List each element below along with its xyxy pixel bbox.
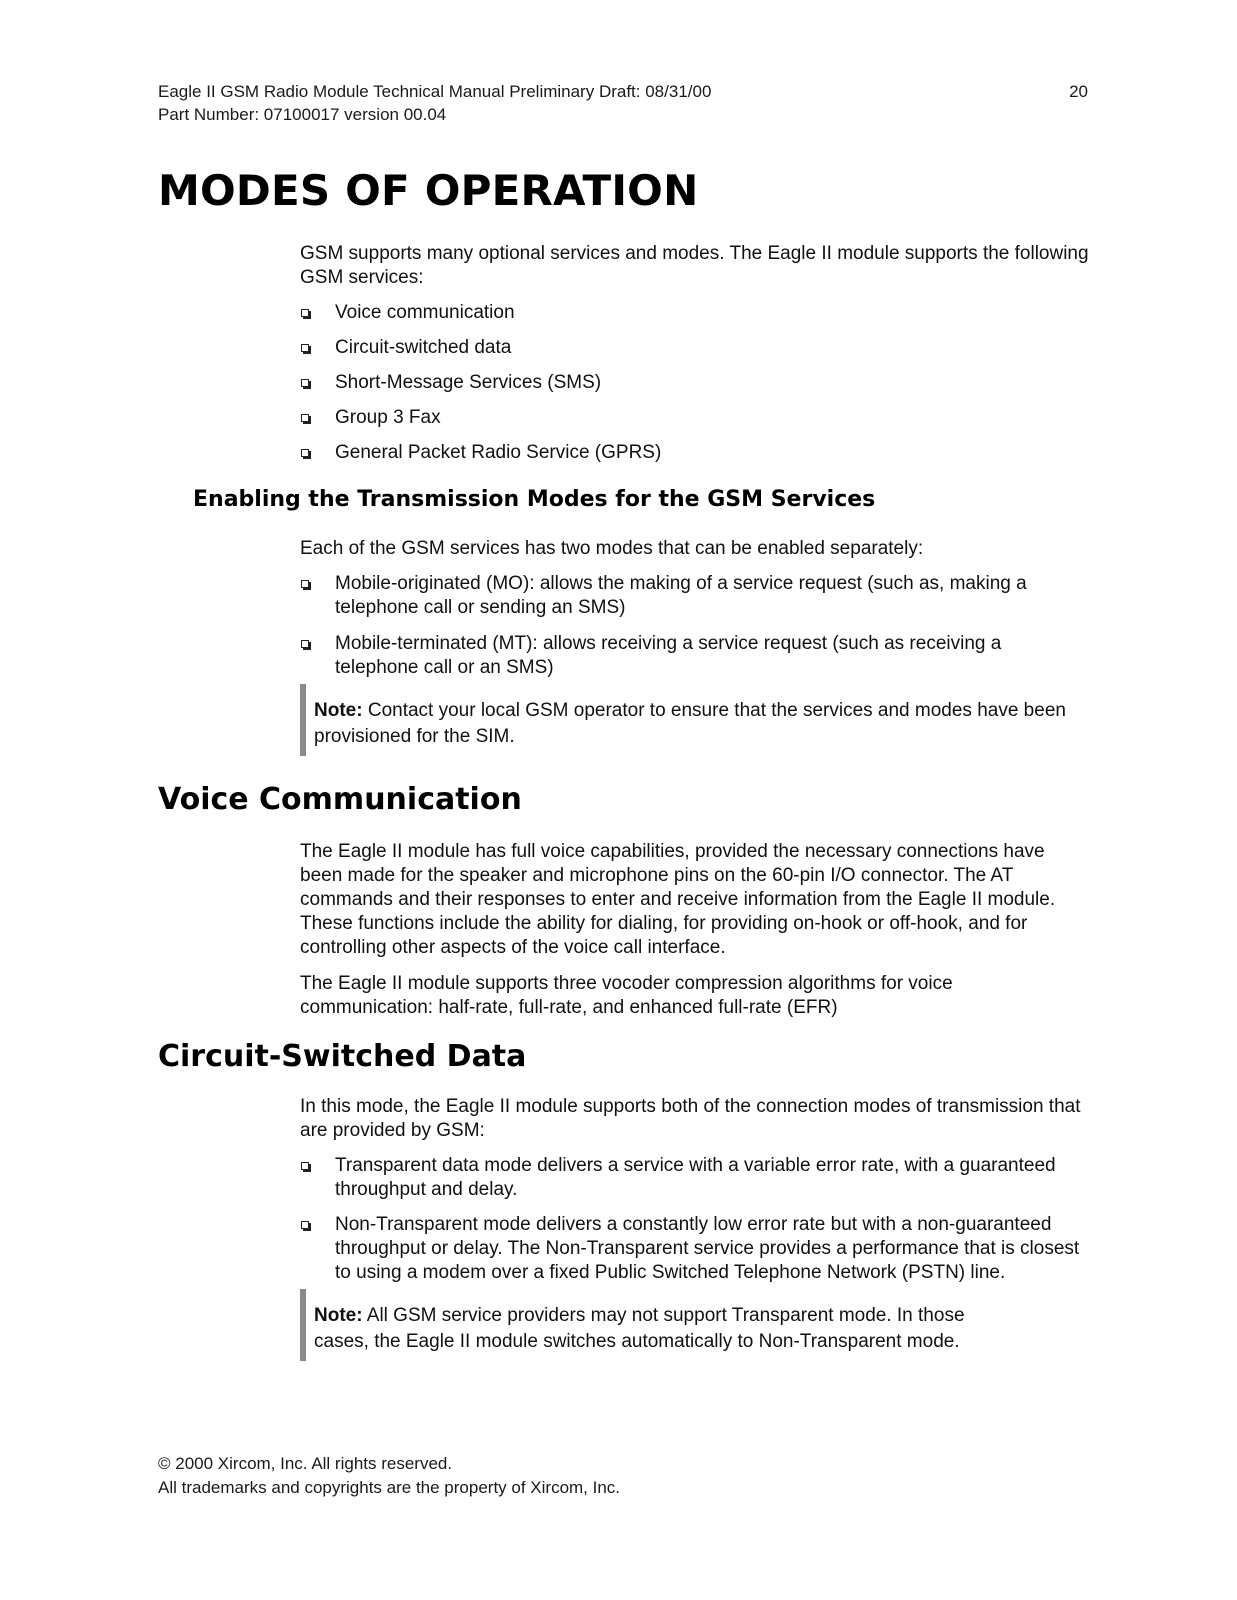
running-header xyxy=(158,80,1088,126)
csd-intro: In this mode, the Eagle II module supports both of the connection modes of transmission that are provided by GSM: xyxy=(300,1096,1081,1141)
page-title: MODES OF OPERATION xyxy=(158,166,699,215)
checkbox-bullet-icon xyxy=(301,1162,309,1170)
note-callout xyxy=(300,684,1074,756)
page-footer xyxy=(158,1452,620,1500)
note-label: Note: xyxy=(314,1305,363,1326)
list-item: Mobile-terminated (MT): allows receiving a service request (such as receiving a telephone call or an SMS) xyxy=(300,632,1090,680)
checkbox-bullet-icon xyxy=(301,449,309,457)
enabling-heading: Enabling the Transmission Modes for the GSM Services xyxy=(193,487,876,512)
copyright-text: © 2000 Xircom, Inc. All rights reserved. xyxy=(158,1454,453,1473)
voice-paragraph-1: The Eagle II module has full voice capabilities, provided the necessary connections have been made for the speaker and microphone pins on the 60-pin I/O connector. The AT commands and their responses to enter and receive information from the Eagle II module. These functions include the ability for dialing, for providing on-hook or off-hook, and for controlling other aspects of the voice call interface. xyxy=(300,841,1056,958)
checkbox-bullet-icon xyxy=(301,1221,309,1229)
voice-paragraph-2: The Eagle II module supports three vocoder compression algorithms for voice communication: half-rate, full-rate, and enhanced full-rate (EFR) xyxy=(300,973,953,1018)
modes-intro: GSM supports many optional services and modes. The Eagle II module supports the following GSM services: xyxy=(300,243,1089,288)
list-item: General Packet Radio Service (GPRS) xyxy=(300,441,1090,465)
page-number: 20 xyxy=(1069,82,1088,101)
modes-section xyxy=(300,242,1090,476)
checkbox-bullet-icon xyxy=(301,640,309,648)
list-item: Short-Message Services (SMS) xyxy=(300,371,1090,395)
checkbox-bullet-icon xyxy=(301,309,309,317)
note-text: Contact your local GSM operator to ensure that the services and modes have been provisioned for the SIM. xyxy=(314,700,1066,747)
voice-section xyxy=(300,840,1090,1032)
trademark-text: All trademarks and copyrights are the property of Xircom, Inc. xyxy=(158,1478,621,1497)
checkbox-bullet-icon xyxy=(301,379,309,387)
csd-section xyxy=(300,1095,1090,1361)
note-label: Note: xyxy=(314,700,363,721)
csd-heading: Circuit-Switched Data xyxy=(158,1039,527,1074)
checkbox-bullet-icon xyxy=(301,580,309,588)
list-item: Group 3 Fax xyxy=(300,406,1090,430)
voice-heading: Voice Communication xyxy=(158,782,522,817)
list-item: Voice communication xyxy=(300,301,1090,325)
list-item: Transparent data mode delivers a service with a variable error rate, with a guaranteed throughput and delay. xyxy=(300,1154,1090,1202)
header-part-number: Part Number: 07100017 version 00.04 xyxy=(158,105,447,124)
list-item: Circuit-switched data xyxy=(300,336,1090,360)
csd-modes-list xyxy=(300,1154,1090,1285)
enabling-section xyxy=(300,537,1090,756)
note-callout xyxy=(300,1289,1014,1361)
enabling-intro: Each of the GSM services has two modes that can be enabled separately: xyxy=(300,538,924,559)
list-item: Non-Transparent mode delivers a constantly low error rate but with a non-guaranteed throughput or delay. The Non-Transparent service provides a performance that is closest to using a modem over a fixed Public Switched Telephone Network (PSTN) line. xyxy=(300,1213,1090,1285)
header-title: Eagle II GSM Radio Module Technical Manual Preliminary Draft: 08/31/00 xyxy=(158,82,712,101)
note-text: All GSM service providers may not support Transparent mode. In those cases, the Eagle II module switches automatically to Non-Transparent mode. xyxy=(314,1305,965,1352)
services-list xyxy=(300,301,1090,465)
checkbox-bullet-icon xyxy=(301,414,309,422)
list-item: Mobile-originated (MO): allows the making of a service request (such as, making a telephone call or sending an SMS) xyxy=(300,572,1090,620)
checkbox-bullet-icon xyxy=(301,344,309,352)
modes-list xyxy=(300,572,1090,680)
